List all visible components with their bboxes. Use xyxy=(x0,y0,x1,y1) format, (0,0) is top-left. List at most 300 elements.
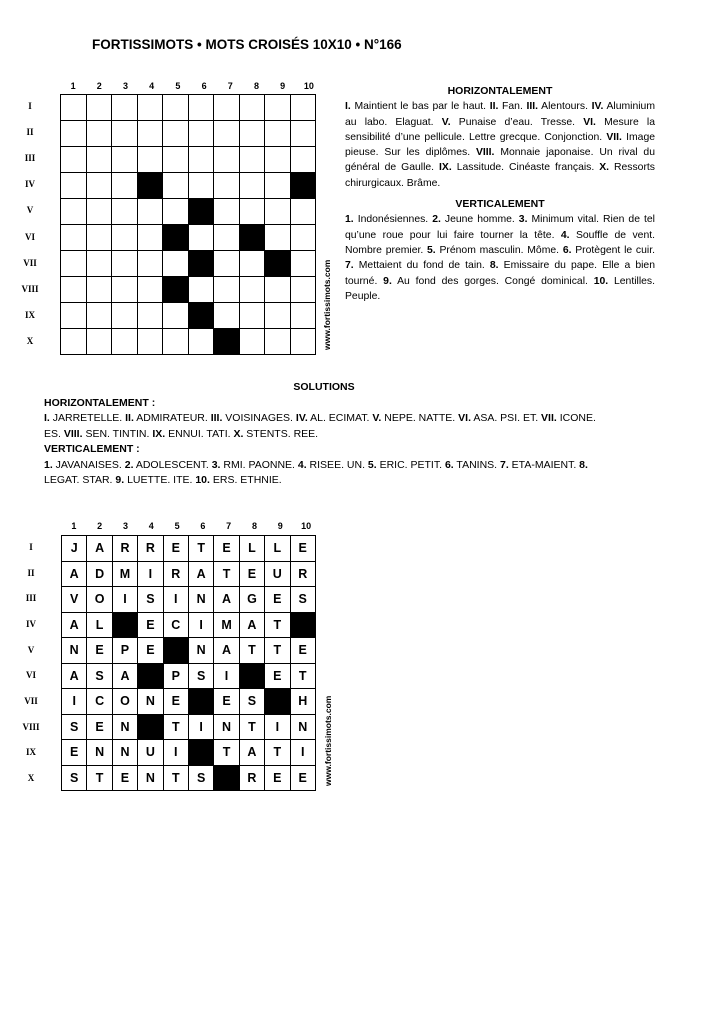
letter-cell: N xyxy=(138,689,163,715)
grid-cell xyxy=(86,147,112,173)
letter-cell: I xyxy=(265,714,290,740)
grid-cell xyxy=(239,173,265,199)
solution-horizontal-number: III. xyxy=(210,412,223,424)
grid-cell xyxy=(188,147,214,173)
solution-vertical-number: 5. xyxy=(367,458,377,471)
black-cell xyxy=(265,689,290,715)
grid-cell xyxy=(214,199,240,225)
grid-cell xyxy=(61,225,87,251)
solution-row xyxy=(62,561,316,587)
grid-cell xyxy=(86,173,112,199)
letter-cell: L xyxy=(87,612,112,638)
solutions-horizontal-title: HORIZONTALEMENT : xyxy=(44,396,156,409)
letter-cell: R xyxy=(239,765,264,791)
solution-vertical-number: 6. xyxy=(444,458,454,471)
grid-cell xyxy=(112,303,138,329)
letter-cell: S xyxy=(290,587,315,613)
letter-cell: T xyxy=(163,714,188,740)
clue-vertical-text: Minimum vital. Rien de tel qu’une roue pour lui faire tourner la tête. xyxy=(345,214,655,241)
letter-cell: T xyxy=(239,638,264,664)
letter-cell: R xyxy=(290,561,315,587)
row-number: IX xyxy=(24,309,35,320)
solution-vertical-text: JAVANAISES. xyxy=(52,458,125,471)
row-number: IV xyxy=(24,179,35,190)
grid-cell xyxy=(214,95,240,121)
clue-horizontal-number: VI. xyxy=(583,116,596,128)
solution-row xyxy=(62,740,316,766)
clue-vertical-number: 2. xyxy=(432,214,441,226)
column-number: 3 xyxy=(122,521,128,531)
grid-cell xyxy=(290,251,316,277)
black-cell xyxy=(163,638,188,664)
row-number: V xyxy=(27,644,35,655)
solution-horizontal-number: X. xyxy=(233,427,244,440)
row-number: V xyxy=(26,205,34,216)
clue-vertical-text: Mettaient du fond de tain. xyxy=(353,260,490,272)
letter-cell: T xyxy=(214,561,239,587)
grid-cell xyxy=(265,225,291,251)
grid-cell xyxy=(61,199,87,225)
letter-cell: E xyxy=(265,765,290,791)
grid-cell xyxy=(112,251,138,277)
row-number: X xyxy=(27,773,35,784)
column-number: 9 xyxy=(277,521,283,531)
grid-cell xyxy=(290,277,316,303)
clue-horizontal-text: Mesure la sensibilité d’une pellicule. Lettre grecque. Conjonction. xyxy=(345,116,655,143)
grid-cell xyxy=(239,199,265,225)
clue-horizontal-number: X. xyxy=(599,162,610,174)
letter-cell: V xyxy=(62,587,87,613)
column-number: 2 xyxy=(96,81,102,91)
letter-cell: N xyxy=(290,714,315,740)
grid-cell xyxy=(112,199,138,225)
column-number: 6 xyxy=(200,521,206,531)
grid-row xyxy=(61,277,316,303)
letter-cell: A xyxy=(112,663,137,689)
grid-cell xyxy=(214,303,240,329)
solution-horizontal-text: ADMIRATEUR. xyxy=(133,412,211,424)
solutions-section xyxy=(44,380,604,489)
grid-cell xyxy=(112,173,138,199)
solution-vertical-number: 9. xyxy=(115,474,125,486)
solution-vertical-text: ERS. ETHNIE. xyxy=(209,474,282,486)
grid-cell xyxy=(137,277,163,303)
row-number: III xyxy=(25,593,37,604)
grid-cell xyxy=(239,277,265,303)
grid-row xyxy=(61,251,316,277)
column-number: 1 xyxy=(70,81,76,91)
solution-horizontal-text: JARRETELLE. xyxy=(49,412,126,424)
letter-cell: R xyxy=(138,536,163,562)
grid-cell xyxy=(188,225,214,251)
letter-cell: I xyxy=(163,740,188,766)
letter-cell: T xyxy=(87,765,112,791)
black-cell xyxy=(188,689,213,715)
letter-cell: L xyxy=(239,536,264,562)
clue-horizontal-number: V. xyxy=(441,116,451,128)
row-number: VI xyxy=(24,231,35,242)
letter-cell: N xyxy=(112,714,137,740)
letter-cell: I xyxy=(290,740,315,766)
letter-cell: E xyxy=(265,587,290,613)
column-number: 3 xyxy=(122,81,128,91)
grid-cell xyxy=(163,173,189,199)
row-number: I xyxy=(28,101,32,112)
black-cell xyxy=(265,251,291,277)
letter-cell: E xyxy=(163,689,188,715)
grid-cell xyxy=(137,95,163,121)
grid-cell xyxy=(290,147,316,173)
grid-row xyxy=(61,173,316,199)
letter-cell: G xyxy=(239,587,264,613)
row-number: VIII xyxy=(21,283,39,294)
grid-row xyxy=(61,303,316,329)
clues-vertical-text xyxy=(345,212,655,304)
letter-cell: C xyxy=(163,612,188,638)
grid-cell xyxy=(265,147,291,173)
letter-cell: E xyxy=(290,536,315,562)
clue-vertical-number: 1. xyxy=(345,214,354,226)
grid-row xyxy=(61,121,316,147)
black-cell xyxy=(163,277,189,303)
clue-horizontal-number: VIII. xyxy=(475,147,495,159)
grid-row xyxy=(61,95,316,121)
clue-horizontal-text: Lassitude. Cinéaste français. xyxy=(451,162,600,174)
letter-cell: E xyxy=(87,638,112,664)
letter-cell: E xyxy=(138,612,163,638)
letter-cell: S xyxy=(62,714,87,740)
grid-cell xyxy=(86,199,112,225)
solution-vertical-text: LUETTE. ITE. xyxy=(124,474,196,486)
grid-cell xyxy=(214,147,240,173)
grid-cell xyxy=(163,147,189,173)
black-cell xyxy=(214,765,239,791)
grid-cell xyxy=(86,251,112,277)
clues-horizontal-title: HORIZONTALEMENT xyxy=(447,85,553,97)
clues-horizontal-text xyxy=(345,99,655,191)
letter-cell: N xyxy=(62,638,87,664)
grid-cell xyxy=(163,303,189,329)
letter-cell: T xyxy=(265,740,290,766)
grid-cell xyxy=(239,329,265,355)
column-number: 1 xyxy=(71,521,77,531)
grid-cell xyxy=(290,95,316,121)
clue-horizontal-number: II. xyxy=(489,101,499,113)
letter-cell: I xyxy=(214,663,239,689)
solution-horizontal-number: IX. xyxy=(152,427,166,440)
grid-cell xyxy=(290,121,316,147)
row-number: VIII xyxy=(22,721,40,732)
solution-row xyxy=(62,689,316,715)
grid-cell xyxy=(86,225,112,251)
grid-cell xyxy=(86,277,112,303)
clue-vertical-text: Protègent le cuir. xyxy=(571,244,655,256)
black-cell xyxy=(188,251,214,277)
page-title: FORTISSIMOTS • MOTS CROISÉS 10X10 • N°166 xyxy=(92,37,402,52)
column-number: 6 xyxy=(201,81,207,91)
letter-cell: E xyxy=(112,765,137,791)
row-number: IV xyxy=(25,618,36,629)
solution-horizontal-text: ENNUI. TATI. xyxy=(165,427,234,440)
grid-cell xyxy=(61,173,87,199)
grid-row xyxy=(61,225,316,251)
clue-vertical-text: Souffle de vent. Nombre premier. xyxy=(345,229,656,256)
letter-cell: U xyxy=(138,740,163,766)
solution-vertical-number: 2. xyxy=(124,458,134,471)
grid-cell xyxy=(290,329,316,355)
clue-horizontal-text: Fan. xyxy=(498,101,527,113)
clue-vertical-number: 10. xyxy=(593,275,609,287)
grid-cell xyxy=(290,199,316,225)
solution-row xyxy=(62,714,316,740)
letter-cell: I xyxy=(138,561,163,587)
grid-cell xyxy=(137,199,163,225)
grid-cell xyxy=(239,251,265,277)
letter-cell: E xyxy=(290,765,315,791)
letter-cell: S xyxy=(138,587,163,613)
row-number: I xyxy=(29,541,33,552)
grid-cell xyxy=(61,147,87,173)
clue-horizontal-text: Ressorts chirurgicaux. Brâme. xyxy=(345,162,655,189)
black-cell xyxy=(137,173,163,199)
letter-cell: T xyxy=(265,638,290,664)
grid-cell xyxy=(112,329,138,355)
solution-horizontal-number: VII. xyxy=(541,412,557,424)
letter-cell: J xyxy=(62,536,87,562)
letter-cell: S xyxy=(239,689,264,715)
clue-horizontal-text: Alentours. xyxy=(538,101,592,113)
clue-horizontal-number: VII. xyxy=(606,131,622,143)
letter-cell: M xyxy=(112,561,137,587)
grid-cell xyxy=(214,225,240,251)
letter-cell: A xyxy=(62,663,87,689)
grid-cell xyxy=(61,95,87,121)
grid-cell xyxy=(163,199,189,225)
letter-cell: S xyxy=(188,765,213,791)
letter-cell: T xyxy=(290,663,315,689)
grid-cell xyxy=(86,303,112,329)
column-number: 7 xyxy=(227,81,233,91)
clue-horizontal-text: Punaise d’eau. Tresse. xyxy=(450,116,584,128)
solution-horizontal-number: VI. xyxy=(458,412,471,424)
puzzle-grid xyxy=(60,94,316,355)
solution-horizontal-number: VIII. xyxy=(63,427,83,440)
grid-cell xyxy=(265,199,291,225)
row-number: VI xyxy=(25,670,36,681)
grid-row xyxy=(61,147,316,173)
letter-cell: N xyxy=(214,714,239,740)
solution-horizontal-number: V. xyxy=(372,412,382,424)
letter-cell: I xyxy=(188,714,213,740)
clue-vertical-text: Emissaire du pape. Elle a bien tourné. xyxy=(345,260,655,287)
solution-row xyxy=(62,612,316,638)
letter-cell: O xyxy=(112,689,137,715)
solution-horizontal-text: SEN. TINTIN. xyxy=(82,427,153,440)
clue-vertical-text: Lentilles. Peuple. xyxy=(345,275,655,302)
grid-cell xyxy=(112,147,138,173)
solution-horizontal-text: STENTS. REE. xyxy=(243,427,319,440)
solution-horizontal-number: IV. xyxy=(295,412,308,424)
clues-vertical-title: VERTICALEMENT xyxy=(455,198,545,211)
solution-vertical-number: 8. xyxy=(579,458,588,471)
grid-cell xyxy=(214,121,240,147)
solution-horizontal-text: AL. ECIMAT. xyxy=(307,412,373,424)
letter-cell: T xyxy=(239,714,264,740)
letter-cell: O xyxy=(87,587,112,613)
grid-cell xyxy=(86,95,112,121)
solution-vertical-number: 3. xyxy=(211,458,221,471)
letter-cell: N xyxy=(87,740,112,766)
clue-horizontal-number: III. xyxy=(526,101,539,113)
solution-row xyxy=(62,638,316,664)
grid-cell xyxy=(214,277,240,303)
solution-horizontal-number: I. xyxy=(44,412,50,424)
clue-vertical-number: 5. xyxy=(427,244,436,256)
solution-vertical-text: ADOLESCENT. xyxy=(133,458,212,471)
letter-cell: A xyxy=(239,740,264,766)
letter-cell: E xyxy=(163,536,188,562)
black-cell xyxy=(138,714,163,740)
clue-vertical-text: Jeune homme. xyxy=(440,214,519,226)
letter-cell: E xyxy=(214,689,239,715)
row-number: III xyxy=(24,153,36,164)
grid-cell xyxy=(188,95,214,121)
grid-cell xyxy=(112,95,138,121)
letter-cell: N xyxy=(112,740,137,766)
grid-cell xyxy=(61,329,87,355)
clue-vertical-number: 6. xyxy=(562,244,572,256)
grid-cell xyxy=(163,121,189,147)
solution-horizontal-number: II. xyxy=(125,412,134,424)
solution-row xyxy=(62,536,316,562)
solution-horizontal-text: ICONE. ES. xyxy=(44,412,596,440)
grid-cell xyxy=(61,303,87,329)
black-cell xyxy=(290,173,316,199)
black-cell xyxy=(163,225,189,251)
grid-cell xyxy=(188,277,214,303)
letter-cell: P xyxy=(112,638,137,664)
clue-vertical-text: Indonésiennes. xyxy=(353,214,433,226)
letter-cell: T xyxy=(265,612,290,638)
solution-vertical-text: RISEE. UN. xyxy=(306,458,368,471)
column-number: 8 xyxy=(253,81,259,91)
grid-cell xyxy=(239,147,265,173)
clue-vertical-number: 9. xyxy=(383,275,392,287)
column-number: 9 xyxy=(280,81,286,91)
letter-cell: A xyxy=(87,536,112,562)
letter-cell: A xyxy=(62,561,87,587)
clue-vertical-number: 4. xyxy=(560,229,570,241)
grid-cell xyxy=(265,121,291,147)
letter-cell: R xyxy=(163,561,188,587)
grid-cell xyxy=(61,121,87,147)
solution-row xyxy=(62,765,316,791)
row-number: VII xyxy=(23,257,37,268)
column-number: 4 xyxy=(148,521,154,531)
grid-cell xyxy=(239,303,265,329)
grid-cell xyxy=(214,251,240,277)
letter-cell: N xyxy=(138,765,163,791)
solution-vertical-text: ERIC. PETIT. xyxy=(376,458,445,471)
grid-cell xyxy=(86,121,112,147)
grid-row xyxy=(61,329,316,355)
clue-horizontal-number: I. xyxy=(345,101,351,113)
letter-cell: E xyxy=(239,561,264,587)
black-cell xyxy=(112,612,137,638)
letter-cell: T xyxy=(163,765,188,791)
solution-horizontal-text: ASA. PSI. ET. xyxy=(471,412,542,424)
letter-cell: E xyxy=(290,638,315,664)
grid-cell xyxy=(112,277,138,303)
black-cell xyxy=(239,663,264,689)
grid-cell xyxy=(290,225,316,251)
black-cell xyxy=(290,612,315,638)
clue-vertical-text: Prénom masculin. Môme. xyxy=(435,244,563,256)
letter-cell: N xyxy=(188,587,213,613)
grid-cell xyxy=(137,225,163,251)
grid-row xyxy=(61,199,316,225)
grid-cell xyxy=(163,95,189,121)
letter-cell: T xyxy=(214,740,239,766)
clue-horizontal-text: Maintient le bas par le haut. xyxy=(350,101,490,113)
column-number: 8 xyxy=(251,521,257,531)
grid-cell xyxy=(188,121,214,147)
column-number: 10 xyxy=(301,521,312,531)
clue-horizontal-text: Image pieuse. Sur les diplômes. xyxy=(345,131,655,159)
letter-cell: M xyxy=(214,612,239,638)
black-cell xyxy=(188,199,214,225)
letter-cell: I xyxy=(112,587,137,613)
solution-vertical-number: 7. xyxy=(500,458,509,471)
letter-cell: I xyxy=(163,587,188,613)
solution-vertical-text: TANINS. xyxy=(453,458,500,471)
letter-cell: D xyxy=(87,561,112,587)
grid-cell xyxy=(61,251,87,277)
letter-cell: L xyxy=(265,536,290,562)
grid-cell xyxy=(188,329,214,355)
clue-vertical-number: 8. xyxy=(489,260,499,272)
grid-cell xyxy=(137,121,163,147)
solution-vertical-text: LEGAT. STAR. xyxy=(44,474,116,486)
column-number: 5 xyxy=(175,81,181,91)
grid-cell xyxy=(265,277,291,303)
grid-cell xyxy=(188,173,214,199)
grid-cell xyxy=(163,251,189,277)
clue-horizontal-text: Aluminium au labo. Elaguat. xyxy=(345,101,655,128)
clue-horizontal-number: IV. xyxy=(591,101,604,113)
letter-cell: S xyxy=(87,663,112,689)
black-cell xyxy=(239,225,265,251)
letter-cell: A xyxy=(62,612,87,638)
letter-cell: S xyxy=(62,765,87,791)
clue-vertical-number: 3. xyxy=(518,214,528,226)
letter-cell: E xyxy=(265,663,290,689)
letter-cell: C xyxy=(87,689,112,715)
letter-cell: E xyxy=(214,536,239,562)
solution-vertical-text: RMI. PAONNE. xyxy=(220,458,298,471)
letter-cell: S xyxy=(188,663,213,689)
clue-vertical-number: 7. xyxy=(345,260,354,272)
letter-cell: A xyxy=(214,587,239,613)
solutions-vertical-title: VERTICALEMENT : xyxy=(44,443,140,455)
letter-cell: A xyxy=(214,638,239,664)
row-number: IX xyxy=(25,747,36,758)
grid-cell xyxy=(61,277,87,303)
letter-cell: E xyxy=(87,714,112,740)
letter-cell: E xyxy=(138,638,163,664)
clue-horizontal-text: Monnaie japonaise. Un rival du général de Gaulle. xyxy=(345,147,655,174)
solution-horizontal-text: NEPE. NATTE. xyxy=(381,412,459,424)
